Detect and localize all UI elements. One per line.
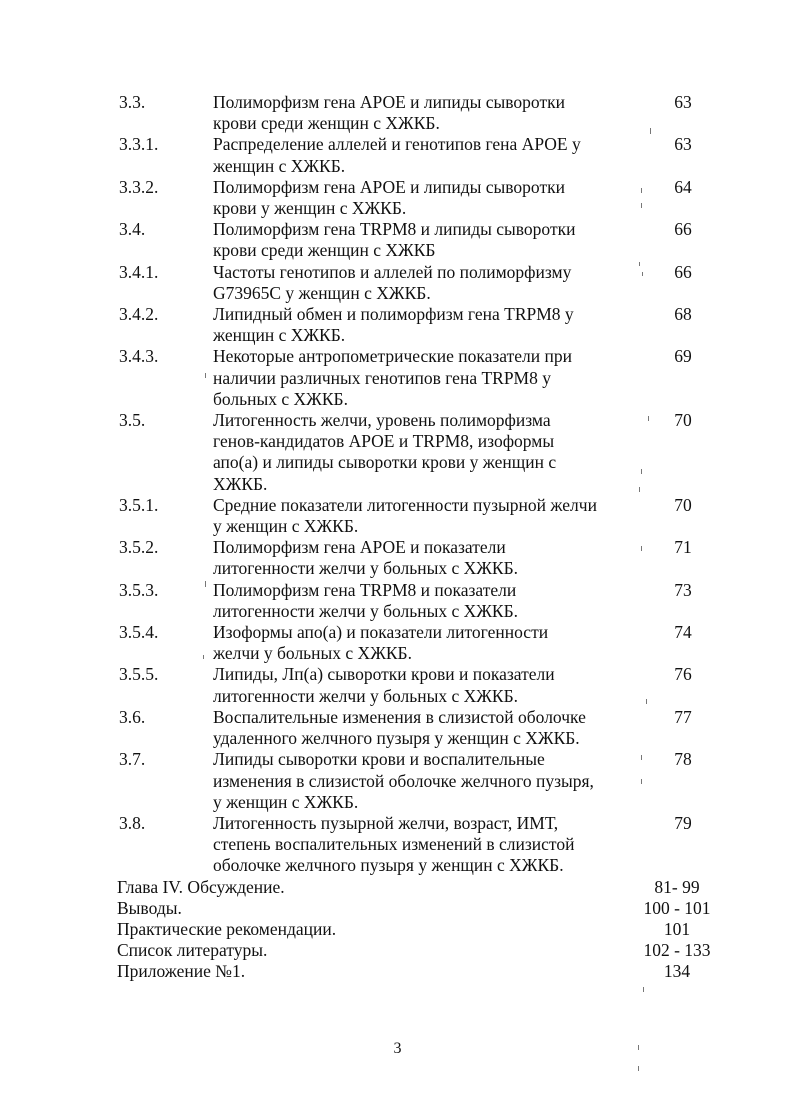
- toc-entry: [0, 940, 795, 961]
- toc-section-number: 3.3.1.: [119, 134, 159, 155]
- scan-speck: [641, 203, 642, 208]
- toc-page-number: 68: [674, 304, 692, 325]
- toc-title-line: у женщин с ХЖКБ.: [213, 791, 359, 812]
- toc-entry: [0, 346, 795, 410]
- toc-title-line: женщин с ХЖКБ.: [213, 325, 346, 346]
- toc-page-number: 71: [674, 537, 692, 558]
- toc-title-line: Полиморфизм гена АРОЕ и липиды сыворотки: [213, 176, 565, 197]
- toc-title-line: Воспалительные изменения в слизистой оболочке: [213, 706, 586, 727]
- toc-title-line: Средние показатели литогенности пузырной желчи: [213, 494, 597, 515]
- toc-title-line: Частоты генотипов и аллелей по полиморфизму: [213, 261, 572, 282]
- toc-entry: [0, 707, 795, 749]
- toc-title-line: литогенности желчи у больных с ХЖКБ.: [213, 558, 519, 579]
- toc-title-line: удаленного желчного пузыря у женщин с ХЖКБ.: [213, 728, 580, 749]
- toc-entry: [0, 919, 795, 940]
- toc-title-line: Полиморфизм гена TRPM8 и показатели: [213, 579, 517, 600]
- toc-entry: [0, 877, 795, 898]
- toc-entry: [0, 749, 795, 813]
- toc-title-line: G73965C у женщин с ХЖКБ.: [213, 282, 431, 303]
- toc-title-line: апо(а) и липиды сыворотки крови у женщин с: [213, 452, 557, 473]
- toc-section-title: [213, 664, 633, 706]
- toc-title-line: Липидный обмен и полиморфизм гена TRPM8 у: [213, 304, 574, 325]
- toc-section-title: [213, 707, 633, 749]
- toc-section-title: [213, 304, 633, 346]
- toc-section-number: 3.7.: [119, 749, 146, 770]
- toc-section-title: [213, 749, 633, 813]
- scan-speck: [648, 416, 649, 421]
- toc-page-number: 66: [674, 261, 692, 282]
- toc-title-line: Полиморфизм гена TRPM8 и липиды сыворотки: [213, 219, 576, 240]
- toc-title-line: Литогенность желчи, уровень полиморфизма: [213, 410, 551, 431]
- toc-section-number: 3.3.: [119, 92, 146, 112]
- toc-title-line: крови среди женщин с ХЖКБ: [213, 240, 436, 261]
- toc-title-line: наличии различных генотипов гена TRPM8 у: [213, 367, 551, 388]
- page-number: 3: [393, 1040, 402, 1057]
- toc-section-number: 3.5.2.: [119, 537, 159, 558]
- toc-title-line: Полиморфизм гена АРОЕ и липиды сыворотки: [213, 92, 565, 112]
- toc-section-title: [213, 813, 633, 877]
- toc-page-range: 81- 99: [654, 876, 700, 897]
- toc-entry: [0, 495, 795, 537]
- scan-speck: [638, 1045, 639, 1050]
- toc-entry: [0, 813, 795, 877]
- toc-entry: [0, 537, 795, 579]
- toc-section-number: 3.8.: [119, 812, 146, 833]
- toc-page-range: 134: [663, 961, 691, 982]
- toc-page-number: 70: [674, 494, 692, 515]
- toc-page-number: 66: [674, 219, 692, 240]
- toc-section-number: 3.5.1.: [119, 494, 159, 515]
- toc-entry: [0, 177, 795, 219]
- toc-title-line: Полиморфизм гена АРОЕ и показатели: [213, 537, 506, 558]
- toc-page-number: 69: [674, 346, 692, 367]
- toc-entry: [0, 961, 795, 982]
- toc-section-title: [213, 177, 633, 219]
- scan-speck: [639, 487, 640, 492]
- toc-section-number: 3.6.: [119, 706, 146, 727]
- toc-page-number: 79: [674, 812, 692, 833]
- toc-section-title: [213, 410, 633, 495]
- toc-section-number: 3.4.3.: [119, 346, 159, 367]
- toc-section-number: 3.5.: [119, 410, 146, 431]
- toc-section-title: [213, 495, 633, 537]
- toc-title-line: изменения в слизистой оболочке желчного пузыря,: [213, 770, 594, 791]
- scan-speck: [205, 581, 206, 587]
- toc-title-line: генов-кандидатов АРОЕ и TRPM8, изоформы: [213, 431, 555, 452]
- toc-entry: [0, 304, 795, 346]
- toc-section-number: 3.3.2.: [119, 176, 159, 197]
- toc-title-line: оболочке желчного пузыря у женщин с ХЖКБ.: [213, 855, 564, 876]
- scan-speck: [650, 128, 651, 134]
- toc-title-line: желчи у больных с ХЖКБ.: [213, 643, 412, 664]
- toc-entry: [0, 410, 795, 495]
- toc-section-number: 3.4.: [119, 219, 146, 240]
- toc-entry: [0, 580, 795, 622]
- toc-section-title: [213, 134, 633, 176]
- toc-title-line: литогенности желчи у больных с ХЖКБ.: [213, 600, 519, 621]
- toc-page-number: 73: [674, 579, 692, 600]
- toc-entry: [0, 134, 795, 176]
- toc-title-line: Изоформы апо(а) и показатели литогенности: [213, 622, 549, 643]
- toc-entry: [0, 622, 795, 664]
- scan-speck: [205, 373, 206, 378]
- toc-section-title: [213, 346, 633, 410]
- toc-title-line: Литогенность пузырной желчи, возраст, ИМТ,: [213, 812, 559, 833]
- toc-title-line: Распределение аллелей и генотипов гена АРОЕ у: [213, 134, 581, 155]
- toc-page-number: 77: [674, 706, 692, 727]
- toc-section-title: [213, 262, 633, 304]
- scan-speck: [638, 1066, 639, 1071]
- toc-section-title: [213, 580, 633, 622]
- toc-page-number: 70: [674, 410, 692, 431]
- toc-chapter-label: Глава IV. Обсуждение.: [117, 876, 285, 897]
- toc-entry: [0, 898, 795, 919]
- table-of-contents: [0, 92, 795, 982]
- toc-page-number: 78: [674, 749, 692, 770]
- toc-chapter-label: Приложение №1.: [117, 961, 246, 982]
- toc-section-number: 3.5.4.: [119, 622, 159, 643]
- scan-speck: [641, 188, 642, 193]
- toc-title-line: Липиды сыворотки крови и воспалительные: [213, 749, 545, 770]
- scan-speck: [642, 272, 643, 276]
- toc-page-range: 101: [663, 918, 691, 939]
- scan-speck: [203, 655, 204, 659]
- scan-speck: [639, 262, 640, 266]
- toc-page-number: 63: [674, 134, 692, 155]
- toc-page-number: 64: [674, 176, 692, 197]
- toc-title-line: ХЖКБ.: [213, 473, 268, 494]
- toc-page-number: 76: [674, 664, 692, 685]
- toc-page-range: 100 - 101: [643, 897, 711, 918]
- toc-title-line: женщин с ХЖКБ.: [213, 155, 346, 176]
- toc-entry: [0, 219, 795, 261]
- toc-page-range: 102 - 133: [643, 940, 711, 961]
- scan-speck: [641, 779, 642, 784]
- toc-title-line: Липиды, Лп(а) сыворотки крови и показатели: [213, 664, 555, 685]
- scan-speck: [641, 755, 642, 760]
- toc-section-title: [213, 219, 633, 261]
- toc-entry: [0, 262, 795, 304]
- toc-title-line: крови среди женщин с ХЖКБ.: [213, 113, 440, 134]
- toc-section-number: 3.5.5.: [119, 664, 159, 685]
- toc-entry: [0, 664, 795, 706]
- toc-title-line: больных с ХЖКБ.: [213, 388, 348, 409]
- scan-speck: [641, 469, 642, 474]
- toc-title-line: крови у женщин с ХЖКБ.: [213, 198, 407, 219]
- toc-chapter-label: Выводы.: [117, 897, 182, 918]
- toc-title-line: Некоторые антропометрические показатели при: [213, 346, 572, 367]
- toc-section-number: 3.4.1.: [119, 261, 159, 282]
- toc-section-title: [213, 92, 633, 134]
- scan-speck: [646, 699, 647, 704]
- scan-speck: [641, 546, 642, 551]
- scan-speck: [643, 987, 644, 992]
- toc-chapter-label: Практические рекомендации.: [117, 918, 337, 939]
- toc-title-line: степень воспалительных изменений в слизистой: [213, 834, 575, 855]
- toc-page-number: 74: [674, 622, 692, 643]
- toc-title-line: литогенности желчи у больных с ХЖКБ.: [213, 685, 519, 706]
- toc-chapter-label: Список литературы.: [117, 940, 268, 961]
- toc-entry: [0, 92, 795, 134]
- toc-title-line: у женщин с ХЖКБ.: [213, 516, 359, 537]
- toc-section-title: [213, 622, 633, 664]
- toc-section-title: [213, 537, 633, 579]
- toc-section-number: 3.4.2.: [119, 304, 159, 325]
- toc-section-number: 3.5.3.: [119, 579, 159, 600]
- toc-page-number: 63: [674, 92, 692, 112]
